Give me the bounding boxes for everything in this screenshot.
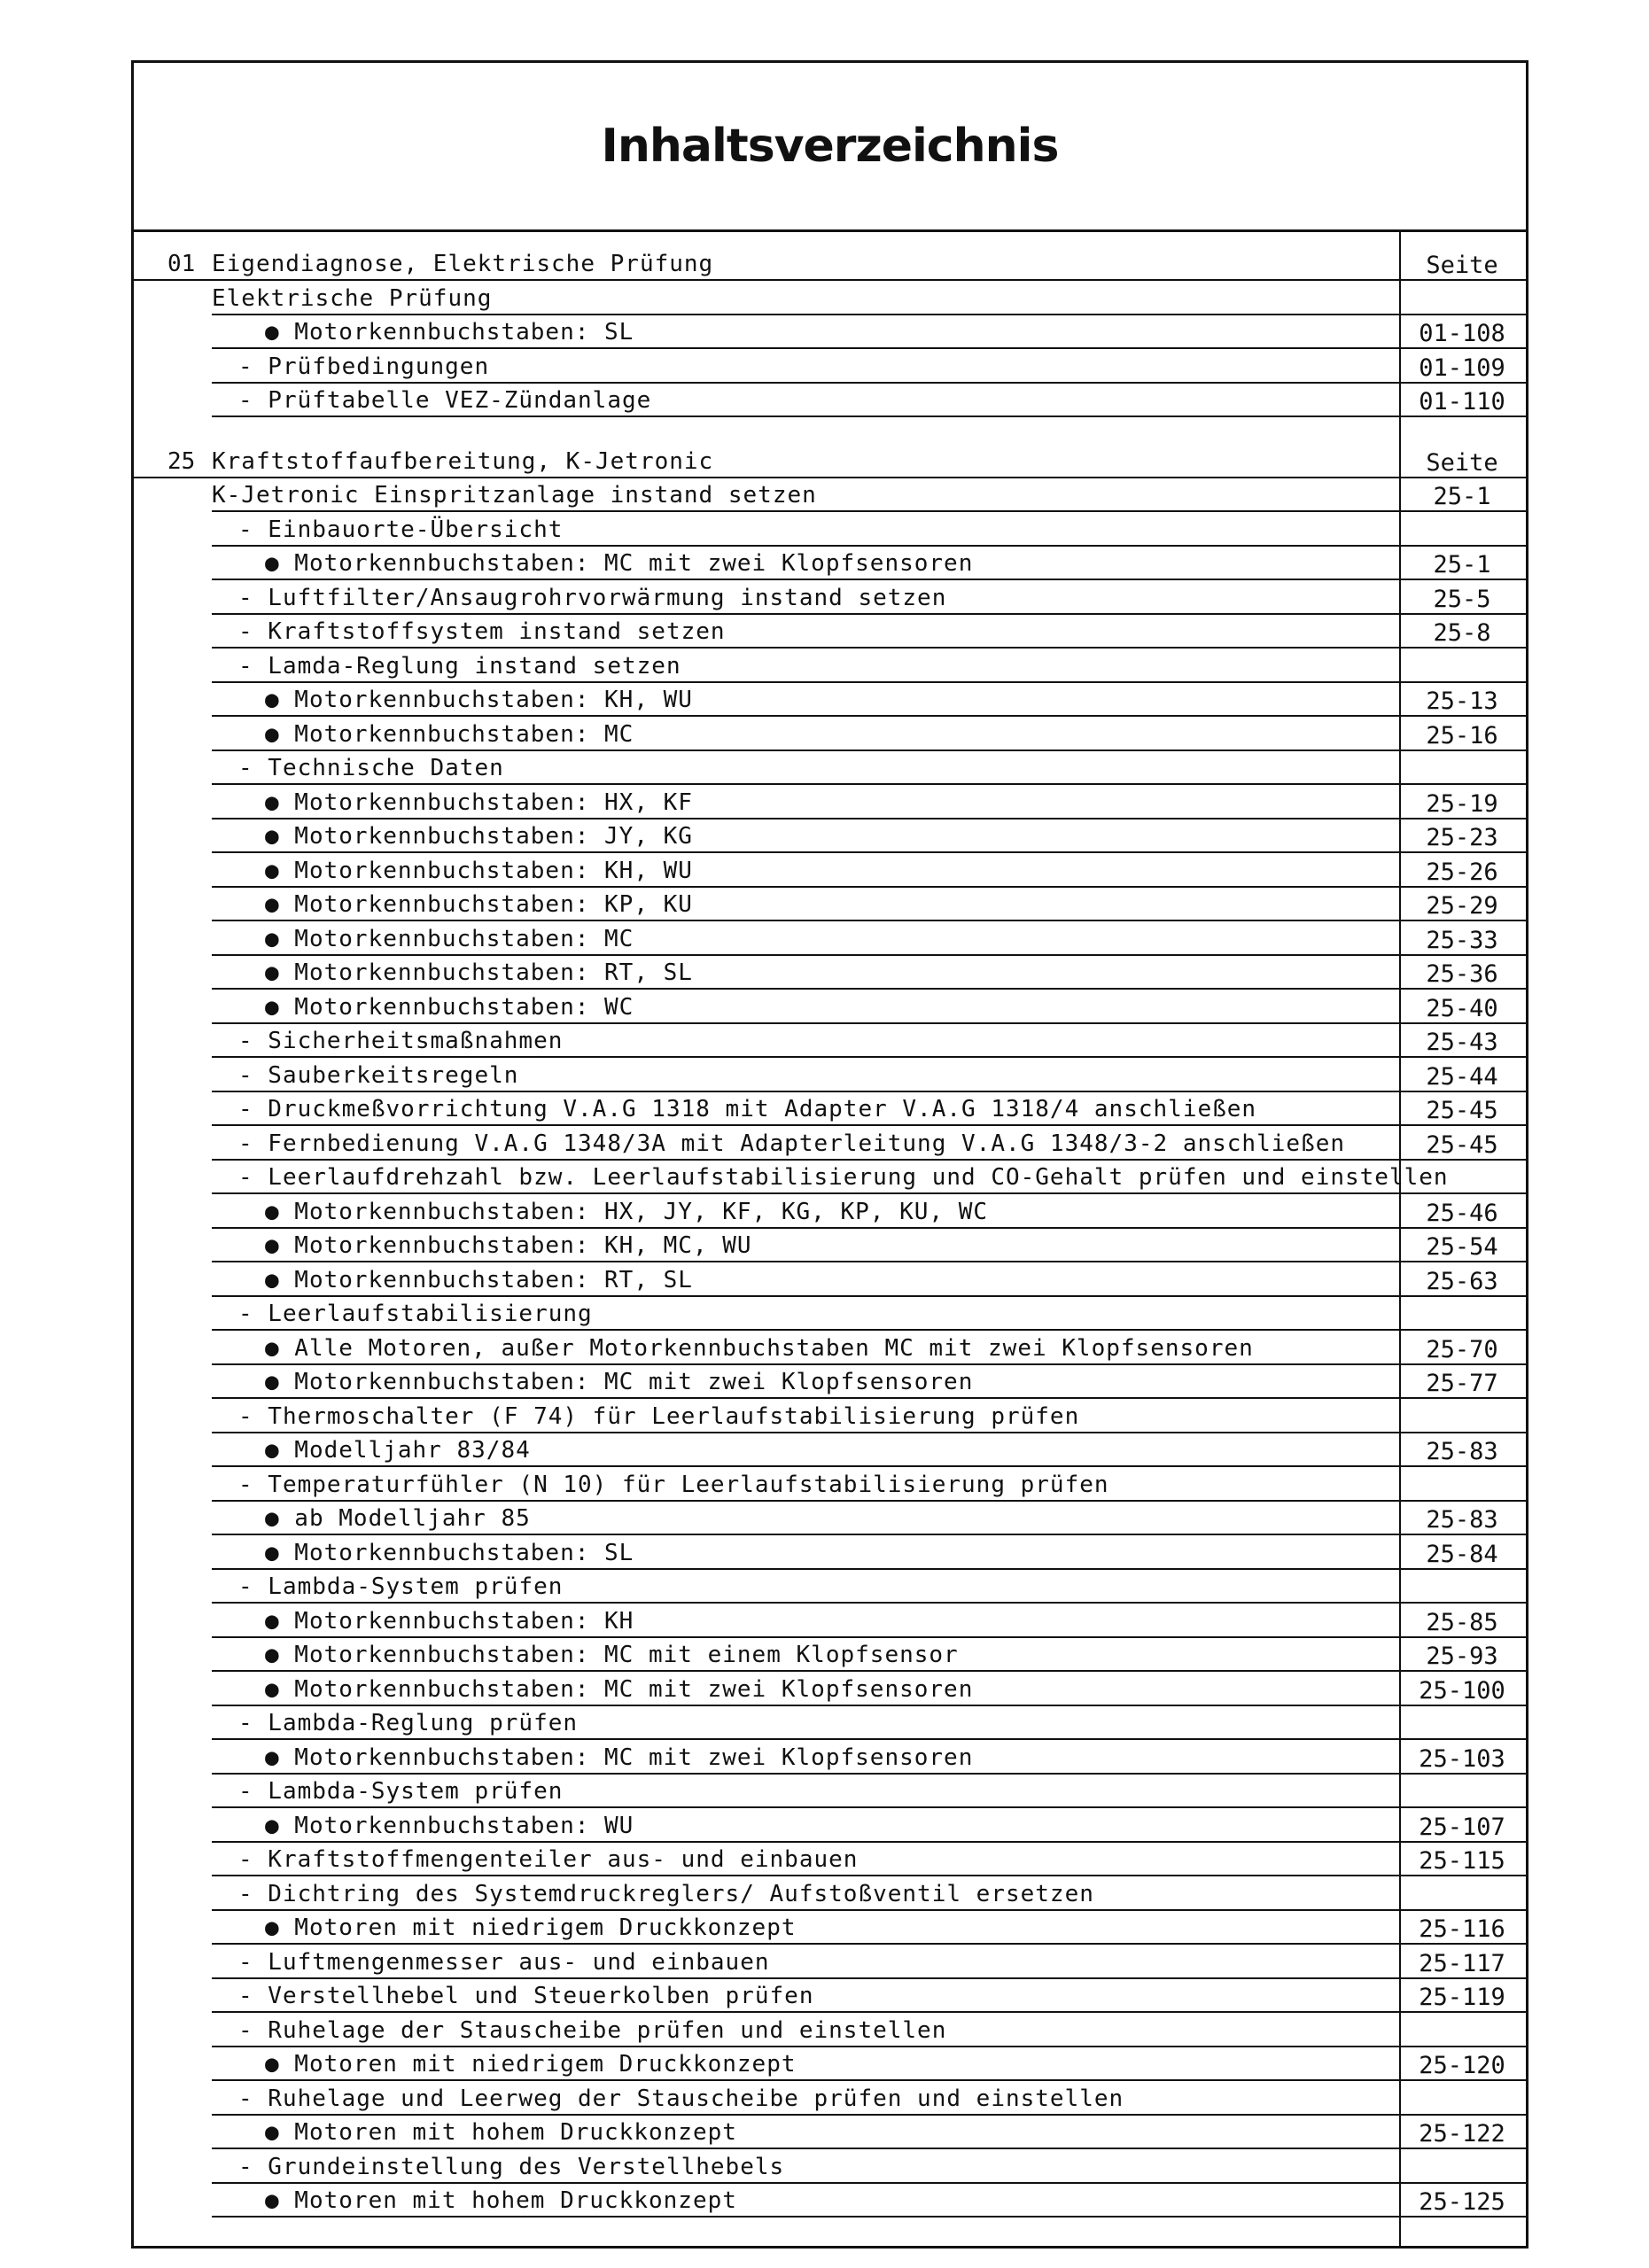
entry-label: - Thermoschalter (F 74) für Leerlaufstabilisierung prüfen (238, 1402, 1080, 1430)
entry-label: - Leerlaufstabilisierung (238, 1301, 593, 1327)
toc-entry (134, 1911, 1526, 1945)
toc-entry (134, 1229, 1526, 1262)
entry-label: ● Motoren mit niedrigem Druckkonzept (265, 1915, 797, 1941)
entry-label: - Kraftstoffsystem instand setzen (238, 618, 726, 645)
page-ref: 25-83 (1426, 1506, 1498, 1534)
toc-entry (134, 1638, 1526, 1672)
toc-entry (134, 282, 1526, 315)
page-ref: 25-120 (1419, 2052, 1505, 2079)
toc-entry (134, 1024, 1526, 1058)
toc-entry (134, 1127, 1526, 1161)
toc-entry (134, 1059, 1526, 1092)
page-ref: 01-108 (1419, 320, 1505, 347)
entry-label: ● Motorkennbuchstaben: KH, WU (265, 687, 693, 713)
entry-label: ● Motorkennbuchstaben: WC (265, 993, 634, 1021)
entry-label: ● Motorkennbuchstaben: HX, KF (265, 788, 693, 816)
toc-entry (134, 1877, 1526, 1911)
entry-label: - Druckmeßvorrichtung V.A.G 1318 mit Adapter V.A.G 1318/4 anschließen (238, 1096, 1257, 1122)
page-ref: 25-43 (1426, 1029, 1498, 1056)
page-ref: 25-23 (1426, 824, 1498, 851)
toc-entry (134, 990, 1526, 1024)
entry-label: - Sauberkeitsregeln (238, 1061, 519, 1089)
entry-label: ● Motoren mit hohem Druckkonzept (265, 2187, 737, 2214)
page-ref: 25-122 (1419, 2120, 1505, 2148)
toc-entry (134, 922, 1526, 956)
toc-entry (134, 1946, 1526, 1979)
section-number: 01 (167, 251, 196, 277)
entry-label: ● Motorkennbuchstaben: SL (265, 319, 634, 346)
page-ref: 25-54 (1426, 1233, 1498, 1261)
entry-label: - Prüftabelle VEZ-Zündanlage (238, 387, 652, 414)
page-ref: 25-19 (1426, 789, 1498, 818)
entry-label: ● Motorkennbuchstaben: RT, SL (265, 959, 693, 986)
page-ref: 25-83 (1426, 1438, 1498, 1465)
page-ref: 25-103 (1419, 1744, 1505, 1773)
entry-label: ● Motorkennbuchstaben: MC mit zwei Klopfsensoren (265, 1675, 974, 1703)
entry-label: - Lamda-Reglung instand setzen (238, 652, 681, 680)
entry-label: - Fernbedienung V.A.G 1348/3A mit Adapterleitung V.A.G 1348/3-2 anschließen (238, 1130, 1345, 1157)
page-ref: 25-13 (1426, 687, 1498, 715)
section-title: Kraftstoffaufbereitung, K-Jetronic (212, 447, 714, 475)
toc-entry (134, 1809, 1526, 1843)
toc-entry (134, 1604, 1526, 1638)
entry-label: ● Motorkennbuchstaben: KH, MC, WU (265, 1232, 752, 1259)
entry-label: ● Motorkennbuchstaben: MC (265, 720, 634, 748)
page-ref: 25-117 (1419, 1949, 1505, 1977)
entry-label: - Kraftstoffmengenteiler aus- und einbauen (238, 1846, 859, 1873)
toc-entry (134, 315, 1526, 349)
page-ref: 25-119 (1419, 1984, 1505, 2011)
toc-entry (134, 1536, 1526, 1570)
entry-label: - Technische Daten (238, 755, 504, 781)
page-ref: 25-36 (1426, 960, 1498, 988)
page-ref: 25-33 (1426, 926, 1498, 954)
row-rule (212, 416, 1526, 417)
toc-entry (134, 1502, 1526, 1535)
entry-label: ● Motorkennbuchstaben: KH (265, 1607, 634, 1635)
entry-label: ● Motorkennbuchstaben: MC mit einem Klopfsensor (265, 1642, 959, 1668)
entry-label: - Prüfbedingungen (238, 353, 490, 380)
entry-label: - Ruhelage und Leerweg der Stauscheibe prüfen und einstellen (238, 2085, 1124, 2112)
toc-entry (134, 384, 1526, 417)
toc-entry (134, 1843, 1526, 1876)
page-title: Inhaltsverzeichnis (601, 120, 1059, 173)
entry-label: ● Motoren mit hohem Druckkonzept (265, 2119, 737, 2146)
section-header (134, 445, 1526, 478)
section-number: 25 (167, 447, 196, 475)
entry-label: - Dichtring des Systemdruckreglers/ Aufstoßventil ersetzen (238, 1880, 1094, 1907)
page-ref: 25-70 (1426, 1335, 1498, 1363)
entry-label: Elektrische Prüfung (212, 284, 493, 312)
toc-entry (134, 547, 1526, 580)
entry-label: ● Motorkennbuchstaben: MC (265, 925, 634, 952)
entry-label: ● Motorkennbuchstaben: MC mit zwei Klopfsensoren (265, 1744, 974, 1771)
toc-entry (134, 683, 1526, 717)
toc-entry (134, 1365, 1526, 1399)
page-ref: 25-1 (1433, 551, 1491, 579)
entry-label: - Lambda-System prüfen (238, 1573, 564, 1600)
entry-label: ● Motorkennbuchstaben: RT, SL (265, 1266, 693, 1293)
entry-label: - Lambda-Reglung prüfen (238, 1710, 579, 1736)
toc-entry (134, 1433, 1526, 1467)
page-ref: 25-85 (1426, 1608, 1498, 1636)
entry-label: ● Motorkennbuchstaben: MC mit zwei Klopfsensoren (265, 1369, 974, 1395)
page-ref: 25-45 (1426, 1097, 1498, 1124)
toc-entry (134, 2047, 1526, 2081)
entry-label: - Einbauorte-Übersicht (238, 516, 564, 543)
entry-label: - Luftfilter/Ansaugrohrvorwärmung instand setzen (238, 584, 947, 611)
toc-entry (134, 1297, 1526, 1331)
toc-entry (134, 350, 1526, 384)
page-ref: 25-93 (1426, 1643, 1498, 1670)
toc-entry (134, 2184, 1526, 2218)
entry-label: ● Alle Motoren, außer Motorkennbuchstaben MC mit zwei Klopfsensoren (265, 1334, 1254, 1362)
toc-entry (134, 751, 1526, 785)
toc-entry (134, 1741, 1526, 1775)
entry-label: ● Motorkennbuchstaben: SL (265, 1539, 634, 1566)
page-ref: 25-63 (1426, 1267, 1498, 1295)
toc-entry (134, 649, 1526, 683)
toc-entry (134, 478, 1526, 512)
toc-entry (134, 1673, 1526, 1706)
toc-entry (134, 1092, 1526, 1126)
page-ref: 25-16 (1426, 721, 1498, 750)
page-ref: 25-107 (1419, 1813, 1505, 1841)
entry-label: ● Motorkennbuchstaben: WU (265, 1812, 634, 1839)
entry-label: ● ab Modelljahr 85 (265, 1505, 531, 1532)
page-ref: 25-100 (1419, 1676, 1505, 1705)
entry-label: - Luftmengenmesser aus- und einbauen (238, 1948, 770, 1976)
toc-entry (134, 888, 1526, 921)
toc-entry (134, 819, 1526, 853)
page-ref: 25-26 (1426, 858, 1498, 886)
toc-entry (134, 581, 1526, 615)
entry-label: - Temperaturfühler (N 10) für Leerlaufstabilisierung prüfen (238, 1471, 1109, 1498)
toc-entry (134, 718, 1526, 751)
page-ref: 25-46 (1426, 1199, 1498, 1227)
page-ref: 25-77 (1426, 1370, 1498, 1397)
page-ref: 25-115 (1419, 1847, 1505, 1875)
section-header (134, 247, 1526, 281)
entry-label: ● Motorkennbuchstaben: KH, WU (265, 857, 693, 884)
toc-entry (134, 956, 1526, 990)
page-ref: 25-116 (1419, 1915, 1505, 1943)
toc-entry (134, 2014, 1526, 2047)
page-ref: 25-125 (1419, 2188, 1505, 2216)
toc-entry (134, 1706, 1526, 1740)
toc-entry (134, 513, 1526, 547)
entry-label: ● Modelljahr 83/84 (265, 1437, 531, 1464)
toc-entry (134, 1161, 1526, 1194)
toc-entry (134, 1195, 1526, 1229)
toc-entry (134, 786, 1526, 819)
toc-entry (134, 1775, 1526, 1808)
toc-entry (134, 854, 1526, 888)
page-ref: 25-8 (1433, 619, 1491, 647)
page-ref: Seite (1426, 448, 1498, 477)
page-ref: 01-109 (1419, 353, 1505, 382)
toc-entry (134, 1979, 1526, 2013)
entry-label: - Lambda-System prüfen (238, 1778, 564, 1805)
entry-label: ● Motoren mit niedrigem Druckkonzept (265, 2051, 797, 2078)
entry-label: ● Motorkennbuchstaben: MC mit zwei Klopfsensoren (265, 550, 974, 577)
page-ref: 25-1 (1433, 483, 1491, 510)
section-title: Eigendiagnose, Elektrische Prüfung (212, 251, 714, 277)
entry-label: - Leerlaufdrehzahl bzw. Leerlaufstabilisierung und CO-Gehalt prüfen und einstellen (238, 1164, 1449, 1191)
toc-entry (134, 2082, 1526, 2116)
page-ref: 25-84 (1426, 1540, 1498, 1568)
row-rule (212, 2216, 1526, 2218)
entry-label: ● Motorkennbuchstaben: HX, JY, KF, KG, KP, KU, WC (265, 1198, 989, 1225)
toc-entry (134, 1570, 1526, 1604)
toc-entry (134, 2150, 1526, 2184)
entry-label: - Grundeinstellung des Verstellhebels (238, 2153, 785, 2180)
entry-label: ● Motorkennbuchstaben: KP, KU (265, 891, 693, 918)
page-ref: 01-110 (1419, 388, 1505, 416)
entry-label: K-Jetronic Einspritzanlage instand setzen (212, 482, 817, 509)
toc-entry (134, 1263, 1526, 1297)
page-ref: 25-44 (1426, 1062, 1498, 1091)
entry-label: - Ruhelage der Stauscheibe prüfen und einstellen (238, 2016, 947, 2044)
toc-entry (134, 1468, 1526, 1502)
page-ref: 25-45 (1426, 1130, 1498, 1159)
title-box (134, 63, 1526, 232)
page-ref: Seite (1426, 252, 1498, 279)
toc-frame (131, 60, 1528, 2249)
page-ref: 25-5 (1433, 585, 1491, 613)
toc-entry (134, 1400, 1526, 1433)
entry-label: - Verstellhebel und Steuerkolben prüfen (238, 1983, 814, 2009)
toc-entry (134, 1332, 1526, 1365)
page-ref: 25-29 (1426, 892, 1498, 920)
entry-label: - Sicherheitsmaßnahmen (238, 1028, 564, 1054)
toc-entry (134, 2116, 1526, 2149)
entry-label: ● Motorkennbuchstaben: JY, KG (265, 823, 693, 850)
toc-entry (134, 615, 1526, 649)
page-ref: 25-40 (1426, 994, 1498, 1022)
